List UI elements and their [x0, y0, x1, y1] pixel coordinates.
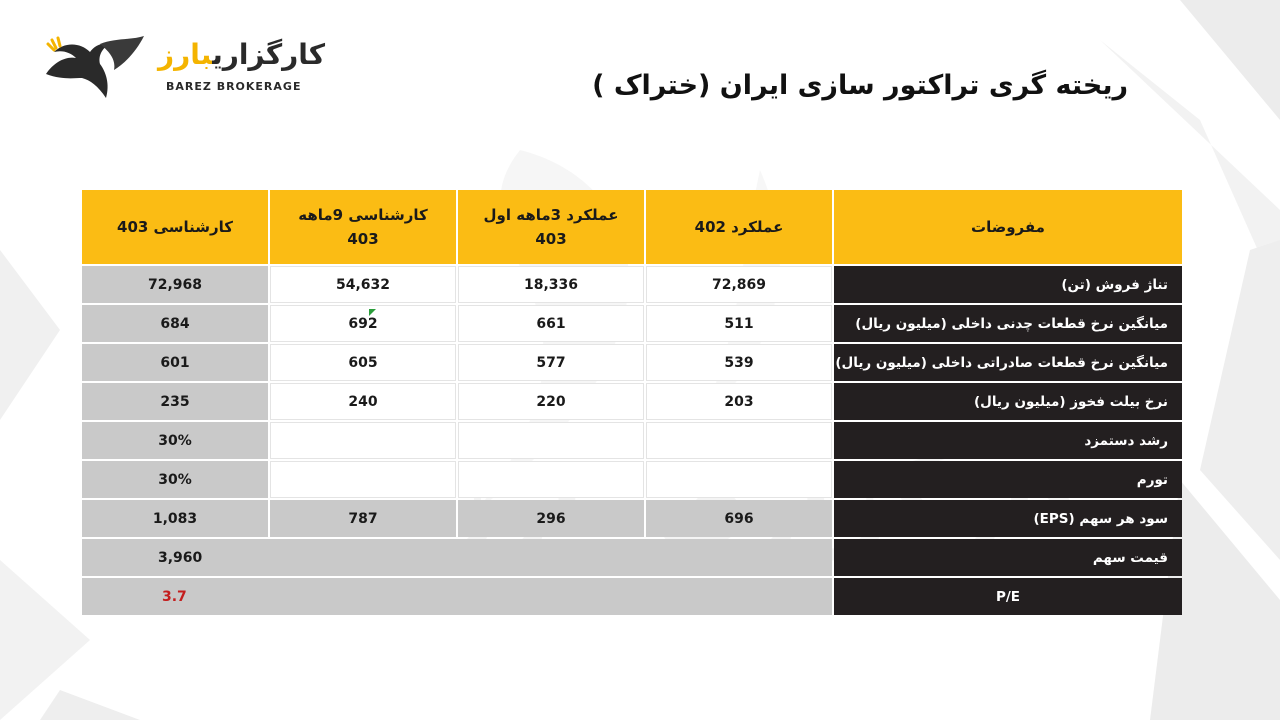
- cell-forecast-403: 684: [82, 305, 268, 342]
- header-actual-402: عملکرد 402: [646, 190, 832, 264]
- cell-forecast-9m: 692: [270, 305, 456, 342]
- row-label: میانگین نرخ قطعات صادراتی داخلی (میلیون ریال): [834, 344, 1182, 381]
- cell-forecast-9m: [270, 422, 456, 459]
- row-label: P/E: [834, 578, 1182, 615]
- brand-name-en: BAREZ BROKERAGE: [166, 80, 302, 93]
- cell-actual-3m: 296: [458, 500, 644, 537]
- cell-actual-3m: [458, 461, 644, 498]
- eagle-logo-icon: [40, 34, 150, 106]
- row-label: سود هر سهم (EPS): [834, 500, 1182, 537]
- comment-marker-icon: [369, 309, 376, 316]
- row-label: تورم: [834, 461, 1182, 498]
- cell-forecast-9m: 605: [270, 344, 456, 381]
- header-actual-3m-403: عملکرد 3ماهه اول 403: [458, 190, 644, 264]
- cell-actual-402: [646, 461, 832, 498]
- cell-actual-3m: 18,336: [458, 266, 644, 303]
- cell-actual-402: [646, 422, 832, 459]
- cell-forecast-403: 601: [82, 344, 268, 381]
- cell-actual-402: 696: [646, 500, 832, 537]
- cell-forecast-9m: 787: [270, 500, 456, 537]
- cell-forecast-403: 30%: [82, 461, 268, 498]
- cell-forecast-403: 72,968: [82, 266, 268, 303]
- row-label: رشد دستمزد: [834, 422, 1182, 459]
- cell-forecast-9m: 54,632: [270, 266, 456, 303]
- cell-actual-3m: 661: [458, 305, 644, 342]
- row-label: میانگین نرخ قطعات چدنی داخلی (میلیون ریال): [834, 305, 1182, 342]
- cell-actual-402: 72,869: [646, 266, 832, 303]
- brand-logo: [40, 34, 326, 106]
- row-label: تناژ فروش (تن): [834, 266, 1182, 303]
- brand-name-fa: کارگزاریبارز: [158, 38, 326, 71]
- cell-share-price: 3,960: [82, 539, 832, 576]
- row-label: نرخ بیلت فخوز (میلیون ریال): [834, 383, 1182, 420]
- cell-forecast-403: 235: [82, 383, 268, 420]
- header-forecast-403: کارشناسی 403: [82, 190, 268, 264]
- cell-actual-402: 539: [646, 344, 832, 381]
- cell-actual-402: 203: [646, 383, 832, 420]
- cell-actual-3m: 220: [458, 383, 644, 420]
- cell-forecast-9m: 240: [270, 383, 456, 420]
- cell-pe-ratio: 3.7: [82, 578, 832, 615]
- cell-actual-3m: 577: [458, 344, 644, 381]
- header-assumptions: مفروضات: [834, 190, 1182, 264]
- cell-actual-3m: [458, 422, 644, 459]
- row-label: قیمت سهم: [834, 539, 1182, 576]
- cell-forecast-9m: [270, 461, 456, 498]
- page-title: ریخته گری تراکتور سازی ایران (ختراک ): [592, 70, 1128, 101]
- cell-forecast-403: 30%: [82, 422, 268, 459]
- cell-forecast-403: 1,083: [82, 500, 268, 537]
- cell-actual-402: 511: [646, 305, 832, 342]
- assumptions-table: [82, 190, 1181, 615]
- header-forecast-9m-403: کارشناسی 9ماهه 403: [270, 190, 456, 264]
